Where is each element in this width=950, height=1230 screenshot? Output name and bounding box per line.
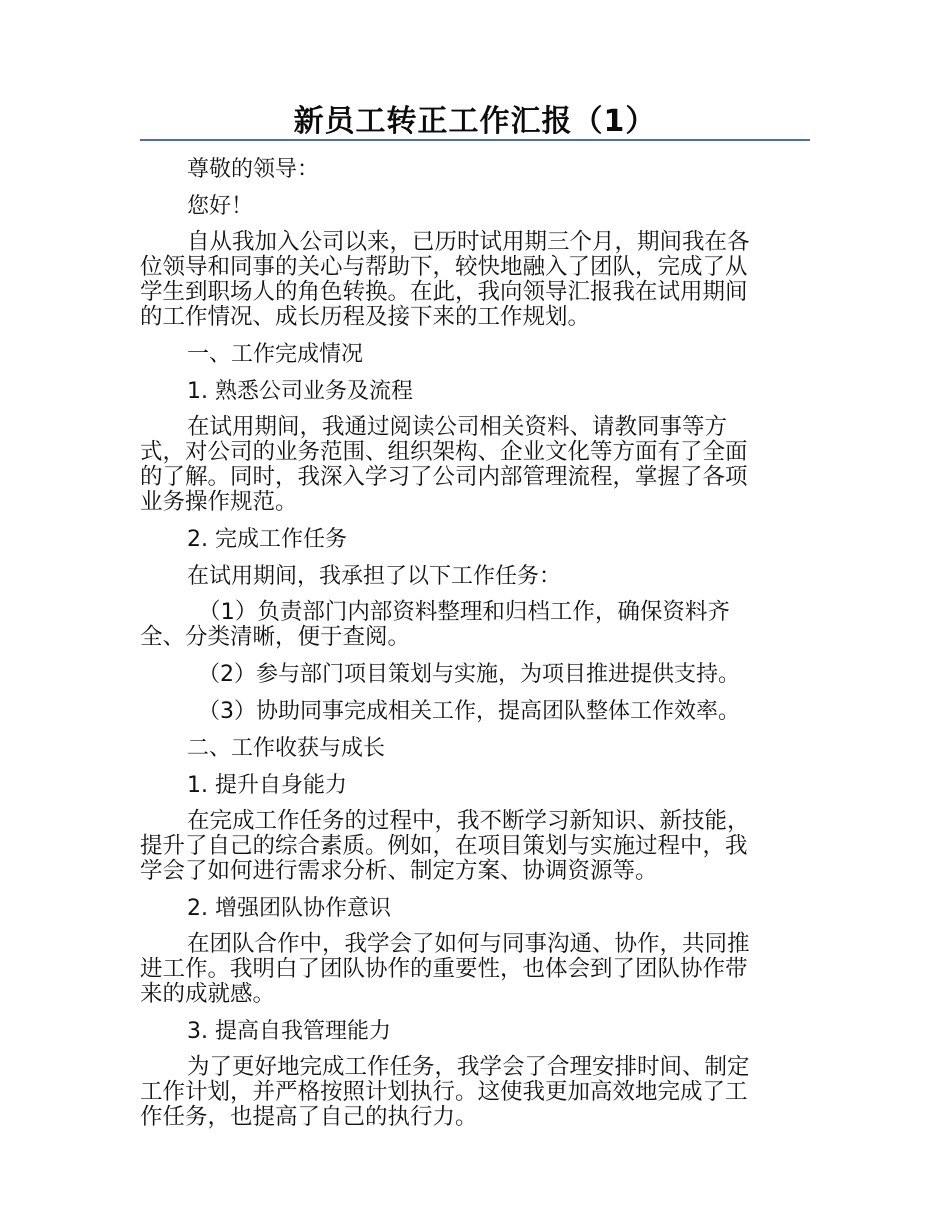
subsection-heading: 2. 完成工作任务 — [187, 527, 347, 552]
paragraph-line: 在试用期间，我通过阅读公司相关资料、请教同事等方 — [187, 414, 728, 440]
paragraph — [140, 1055, 810, 1130]
subsection-heading: 2. 增强团队协作意识 — [187, 896, 391, 921]
intro-line: 学生到职场人的角色转换。在此，我向领导汇报我在试用期间 — [140, 279, 748, 305]
salutation: 尊敬的领导： — [187, 157, 320, 182]
intro-line: 的工作情况、成长历程及接下来的工作规划。 — [140, 304, 591, 330]
paragraph-line: 业务操作规范。 — [140, 489, 298, 515]
paragraph-line: 为了更好地完成工作任务，我学会了合理安排时间、制定 — [187, 1054, 750, 1080]
document-body — [140, 156, 810, 1141]
paragraph — [140, 809, 810, 884]
paragraph-line: 进工作。我明白了团队协作的重要性，也体会到了团队协作带 — [140, 956, 748, 982]
subsection-heading: 3. 提高自我管理能力 — [187, 1019, 391, 1044]
section-heading: 二、工作收获与成长 — [187, 736, 386, 761]
list-item: （3）协助同事完成相关工作，提高团队整体工作效率。 — [198, 699, 740, 724]
paragraph-line: 提升了自己的综合素质。例如，在项目策划与实施过程中，我 — [140, 833, 748, 859]
paragraph — [140, 415, 810, 515]
intro-line: 位领导和同事的关心与帮助下，较快地融入了团队，完成了从 — [140, 254, 748, 280]
paragraph-line: 作任务，也提高了自己的执行力。 — [140, 1104, 478, 1130]
subsection-heading: 1. 提升自身能力 — [187, 773, 347, 798]
intro-line: 自从我加入公司以来，已历时试用期三个月，期间我在各 — [187, 229, 750, 255]
title-underline — [140, 139, 810, 141]
greeting: 您好！ — [187, 194, 254, 219]
subsection-heading: 1. 熟悉公司业务及流程 — [187, 379, 413, 404]
paragraph — [140, 932, 810, 1007]
section-heading: 一、工作完成情况 — [187, 342, 364, 367]
intro-paragraph — [140, 230, 810, 330]
list-item-line: （1）负责部门内部资料整理和归档工作，确保资料齐 — [198, 599, 730, 625]
paragraph-line: 在完成工作任务的过程中，我不断学习新知识、新技能， — [187, 808, 750, 834]
paragraph-line: 来的成就感。 — [140, 981, 276, 1007]
list-item-line: 全、分类清晰，便于查阅。 — [140, 624, 411, 650]
paragraph-line: 工作计划，并严格按照计划执行。这使我更加高效地完成了工 — [140, 1079, 748, 1105]
paragraph-line: 的了解。同时，我深入学习了公司内部管理流程，掌握了各项 — [140, 464, 748, 490]
paragraph-line: 在团队合作中，我学会了如何与同事沟通、协作，共同推 — [187, 931, 750, 957]
document-title: 新员工转正工作汇报（1） — [293, 104, 657, 139]
list-item — [140, 600, 810, 650]
paragraph-line: 式，对公司的业务范围、组织架构、企业文化等方面有了全面 — [140, 439, 748, 465]
paragraph-line: 学会了如何进行需求分析、制定方案、协调资源等。 — [140, 858, 658, 884]
paragraph: 在试用期间，我承担了以下工作任务： — [187, 564, 562, 589]
list-item: （2）参与部门项目策划与实施，为项目推进提供支持。 — [198, 662, 740, 687]
